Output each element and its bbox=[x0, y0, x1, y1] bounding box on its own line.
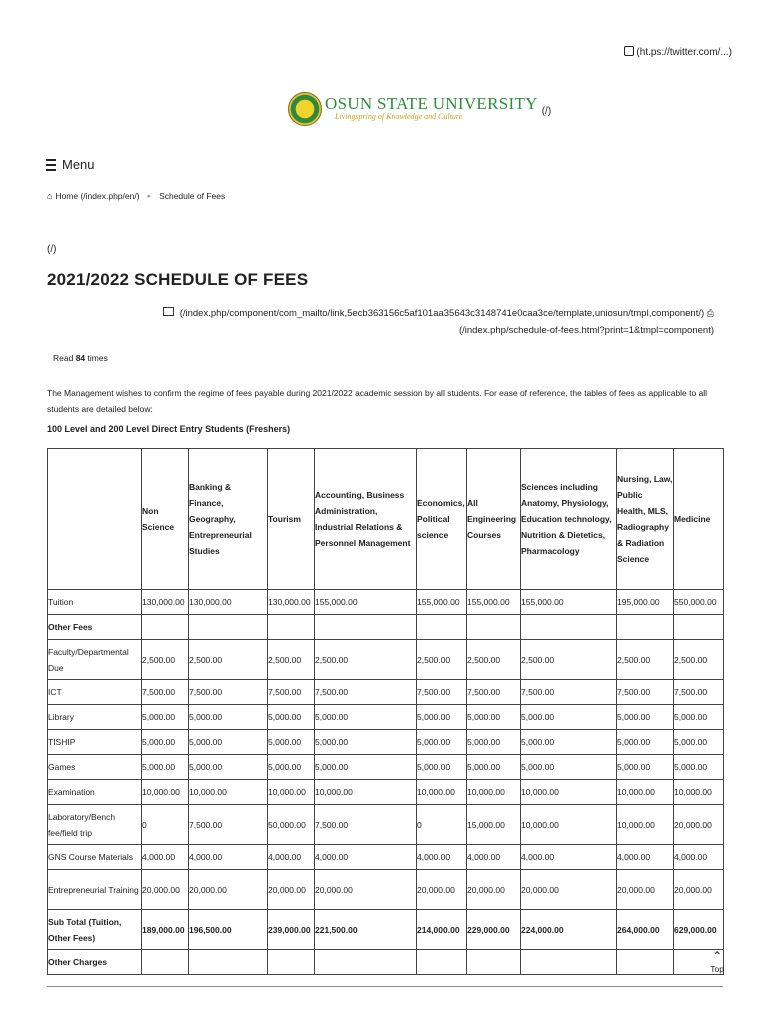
table-cell: 5,000.00 bbox=[268, 755, 315, 780]
row-label: Faculty/Departmental Due bbox=[48, 640, 142, 680]
table-cell: 20,000.00 bbox=[189, 870, 268, 910]
breadcrumb-current: Schedule of Fees bbox=[159, 191, 226, 201]
table-cell: 7,500.00 bbox=[189, 805, 268, 845]
table-cell: 224,000.00 bbox=[521, 910, 617, 950]
table-cell: 155,000.00 bbox=[417, 590, 467, 615]
table-cell: 195,000.00 bbox=[617, 590, 674, 615]
table-cell: 5,000.00 bbox=[142, 730, 189, 755]
table-cell bbox=[617, 615, 674, 640]
table-cell: 264,000.00 bbox=[617, 910, 674, 950]
row-label: ICT bbox=[48, 680, 142, 705]
table-cell: 7,500.00 bbox=[617, 680, 674, 705]
table-cell: 20,000.00 bbox=[674, 805, 724, 845]
row-label: Games bbox=[48, 755, 142, 780]
row-label: Entrepreneurial Training bbox=[48, 870, 142, 910]
breadcrumb-separator-icon: ▸ bbox=[147, 193, 152, 200]
table-cell: 4,000.00 bbox=[617, 845, 674, 870]
table-cell: 629,000.00 bbox=[674, 910, 724, 950]
home-link[interactable]: (/) bbox=[47, 244, 57, 255]
fees-table bbox=[47, 448, 724, 975]
row-label: GNS Course Materials bbox=[48, 845, 142, 870]
column-header: Banking & Finance, Geography, Entrepreneurial Studies bbox=[189, 449, 268, 590]
read-prefix: Read bbox=[53, 353, 74, 363]
table-cell bbox=[189, 950, 268, 975]
back-to-top-button[interactable] bbox=[710, 950, 724, 976]
table-cell: 4,000.00 bbox=[674, 845, 724, 870]
table-cell: 10,000.00 bbox=[467, 780, 521, 805]
table-cell: 5,000.00 bbox=[189, 705, 268, 730]
table-cell bbox=[417, 615, 467, 640]
print-link[interactable]: (/index.php/schedule-of-fees.html?print=1&tmpl=component) bbox=[458, 325, 714, 336]
table-cell: 10,000.00 bbox=[617, 805, 674, 845]
table-cell: 10,000.00 bbox=[521, 780, 617, 805]
social-links-bar[interactable] bbox=[624, 46, 732, 58]
table-row bbox=[48, 845, 724, 870]
table-cell: 5,000.00 bbox=[617, 730, 674, 755]
table-cell: 5,000.00 bbox=[521, 730, 617, 755]
table-cell: 7,500.00 bbox=[467, 680, 521, 705]
table-cell: 20,000.00 bbox=[617, 870, 674, 910]
table-cell: 4,000.00 bbox=[189, 845, 268, 870]
table-row bbox=[48, 615, 724, 640]
table-cell: 0 bbox=[417, 805, 467, 845]
table-cell: 5,000.00 bbox=[417, 730, 467, 755]
table-cell: 10,000.00 bbox=[674, 780, 724, 805]
column-header: Sciences including Anatomy, Physiology, Education technology, Nutrition & Dietetics, Pharmacology bbox=[521, 449, 617, 590]
table-cell: 5,000.00 bbox=[521, 705, 617, 730]
table-cell bbox=[142, 950, 189, 975]
email-icon[interactable] bbox=[163, 307, 174, 316]
table-row bbox=[48, 590, 724, 615]
table-cell: 20,000.00 bbox=[674, 870, 724, 910]
table-cell: 7,500.00 bbox=[315, 805, 417, 845]
logo-name: OSUN STATE UNIVERSITY bbox=[325, 94, 538, 113]
row-label: Library bbox=[48, 705, 142, 730]
table-header-row bbox=[48, 449, 724, 590]
table-cell: 189,000.00 bbox=[142, 910, 189, 950]
print-icon[interactable]: ⎙ bbox=[706, 308, 714, 318]
breadcrumb bbox=[47, 191, 225, 201]
column-header: Nursing, Law, Public Health, MLS, Radiography & Radiation Science bbox=[617, 449, 674, 590]
table-row bbox=[48, 705, 724, 730]
table-cell: 229,000.00 bbox=[467, 910, 521, 950]
table-cell: 5,000.00 bbox=[674, 705, 724, 730]
table-cell: 7,500.00 bbox=[417, 680, 467, 705]
table-row bbox=[48, 870, 724, 910]
table-cell: 10,000.00 bbox=[521, 805, 617, 845]
site-logo[interactable] bbox=[288, 92, 551, 126]
table-row bbox=[48, 680, 724, 705]
table-cell bbox=[315, 615, 417, 640]
table-cell: 4,000.00 bbox=[521, 845, 617, 870]
table-cell: 10,000.00 bbox=[142, 780, 189, 805]
table-cell bbox=[268, 615, 315, 640]
table-cell: 7,500.00 bbox=[521, 680, 617, 705]
table-cell: 5,000.00 bbox=[467, 755, 521, 780]
breadcrumb-home[interactable]: Home (/index.php/en/) bbox=[55, 191, 140, 201]
table-cell: 10,000.00 bbox=[617, 780, 674, 805]
table-cell: 130,000.00 bbox=[189, 590, 268, 615]
table-cell: 4,000.00 bbox=[142, 845, 189, 870]
table-cell: 5,000.00 bbox=[417, 705, 467, 730]
table-cell: 196,500.00 bbox=[189, 910, 268, 950]
table-cell: 2,500.00 bbox=[521, 640, 617, 680]
table-cell: 5,000.00 bbox=[268, 705, 315, 730]
table-cell: 5,000.00 bbox=[521, 755, 617, 780]
table-cell: 5,000.00 bbox=[189, 730, 268, 755]
table-cell bbox=[467, 615, 521, 640]
column-header: Medicine bbox=[674, 449, 724, 590]
table-cell: 5,000.00 bbox=[315, 730, 417, 755]
table-cell: 7,500.00 bbox=[674, 680, 724, 705]
table-cell: 5,000.00 bbox=[674, 755, 724, 780]
table-cell: 2,500.00 bbox=[617, 640, 674, 680]
column-header: Tourism bbox=[268, 449, 315, 590]
table-cell bbox=[617, 950, 674, 975]
menu-label: Menu bbox=[62, 157, 95, 172]
table-cell: 20,000.00 bbox=[142, 870, 189, 910]
column-header: Non Science bbox=[142, 449, 189, 590]
table-cell: 7,500.00 bbox=[189, 680, 268, 705]
table-cell: 5,000.00 bbox=[142, 705, 189, 730]
table-row bbox=[48, 910, 724, 950]
table-cell: 239,000.00 bbox=[268, 910, 315, 950]
table-cell: 5,000.00 bbox=[315, 705, 417, 730]
table-cell: 20,000.00 bbox=[315, 870, 417, 910]
table-cell bbox=[189, 615, 268, 640]
table-cell: 10,000.00 bbox=[417, 780, 467, 805]
table-row bbox=[48, 730, 724, 755]
table-cell: 5,000.00 bbox=[315, 755, 417, 780]
table-cell: 2,500.00 bbox=[268, 640, 315, 680]
table-cell: 20,000.00 bbox=[521, 870, 617, 910]
read-number: 84 bbox=[75, 353, 86, 363]
table-cell: 2,500.00 bbox=[189, 640, 268, 680]
table-cell: 20,000.00 bbox=[268, 870, 315, 910]
row-label: Tuition bbox=[48, 590, 142, 615]
table-cell: 15,000.00 bbox=[467, 805, 521, 845]
instagram-icon[interactable] bbox=[624, 46, 634, 56]
table-cell: 130,000.00 bbox=[268, 590, 315, 615]
divider bbox=[47, 986, 723, 987]
table-caption: 100 Level and 200 Level Direct Entry Students (Freshers) bbox=[47, 424, 291, 434]
row-label: Other Charges bbox=[48, 950, 142, 975]
table-cell: 155,000.00 bbox=[521, 590, 617, 615]
table-cell: 2,500.00 bbox=[315, 640, 417, 680]
table-cell: 4,000.00 bbox=[268, 845, 315, 870]
logo-link[interactable]: (/) bbox=[541, 105, 552, 117]
table-cell: 5,000.00 bbox=[142, 755, 189, 780]
table-cell: 5,000.00 bbox=[467, 705, 521, 730]
chevron-up-icon: ⌃ bbox=[712, 949, 723, 963]
column-header: All Engineering Courses bbox=[467, 449, 521, 590]
intro-paragraph: The Management wishes to confirm the regime of fees payable during 2021/2022 academic session by all students. For ease of reference, the tables of fees as applicable to all students are detailed below: bbox=[47, 388, 708, 414]
table-cell: 214,000.00 bbox=[417, 910, 467, 950]
table-cell: 5,000.00 bbox=[617, 755, 674, 780]
table-row bbox=[48, 640, 724, 680]
table-cell: 5,000.00 bbox=[268, 730, 315, 755]
article-tools bbox=[163, 305, 714, 339]
table-cell bbox=[315, 950, 417, 975]
table-row bbox=[48, 780, 724, 805]
table-cell: 130,000.00 bbox=[142, 590, 189, 615]
row-label: TISHIP bbox=[48, 730, 142, 755]
table-cell: 4,000.00 bbox=[315, 845, 417, 870]
social-links-text[interactable]: (ht.ps://twitter.com/...) bbox=[636, 47, 732, 58]
table-cell: 10,000.00 bbox=[315, 780, 417, 805]
table-cell: 5,000.00 bbox=[617, 705, 674, 730]
row-label: Laboratory/Bench fee/field trip bbox=[48, 805, 142, 845]
table-cell: 4,000.00 bbox=[417, 845, 467, 870]
email-link[interactable]: (/index.php/component/com_mailto/link,5ecb363156c5af101aa35643c3148741e0caa3ce/template,uniosun/tmpl,component/) bbox=[179, 308, 705, 319]
column-header: Accounting, Business Administration, Industrial Relations & Personnel Management bbox=[315, 449, 417, 590]
university-seal-icon bbox=[288, 92, 322, 126]
table-cell: 7,500.00 bbox=[142, 680, 189, 705]
table-cell: 20,000.00 bbox=[467, 870, 521, 910]
table-cell: 2,500.00 bbox=[467, 640, 521, 680]
table-cell bbox=[467, 950, 521, 975]
table-cell: 5,000.00 bbox=[674, 730, 724, 755]
back-to-top-label: Top bbox=[710, 964, 724, 974]
table-cell bbox=[521, 615, 617, 640]
home-icon: ⌂ bbox=[47, 191, 53, 201]
table-cell bbox=[674, 615, 724, 640]
page-title: 2021/2022 SCHEDULE OF FEES bbox=[47, 270, 309, 289]
row-label: Sub Total (Tuition, Other Fees) bbox=[48, 910, 142, 950]
table-cell bbox=[268, 950, 315, 975]
table-row bbox=[48, 805, 724, 845]
table-row bbox=[48, 755, 724, 780]
read-suffix: times bbox=[87, 353, 108, 363]
table-cell: 155,000.00 bbox=[315, 590, 417, 615]
table-cell: 20,000.00 bbox=[417, 870, 467, 910]
table-cell bbox=[521, 950, 617, 975]
column-header: Economics, Political science bbox=[417, 449, 467, 590]
menu-button[interactable] bbox=[46, 157, 95, 172]
table-row bbox=[48, 950, 724, 975]
row-label: Examination bbox=[48, 780, 142, 805]
hamburger-icon bbox=[46, 159, 56, 171]
table-cell: 155,000.00 bbox=[467, 590, 521, 615]
table-cell: 5,000.00 bbox=[467, 730, 521, 755]
column-header bbox=[48, 449, 142, 590]
table-cell: 550,000.00 bbox=[674, 590, 724, 615]
row-label: Other Fees bbox=[48, 615, 142, 640]
table-cell: 0 bbox=[142, 805, 189, 845]
table-cell bbox=[142, 615, 189, 640]
table-cell: 10,000.00 bbox=[268, 780, 315, 805]
table-cell: 5,000.00 bbox=[417, 755, 467, 780]
table-cell: 50,000.00 bbox=[268, 805, 315, 845]
table-cell: 221,500.00 bbox=[315, 910, 417, 950]
table-cell: 7,500.00 bbox=[315, 680, 417, 705]
table-cell: 2,500.00 bbox=[417, 640, 467, 680]
read-count bbox=[53, 353, 108, 363]
table-cell: 2,500.00 bbox=[674, 640, 724, 680]
table-cell: 5,000.00 bbox=[189, 755, 268, 780]
table-cell: 2,500.00 bbox=[142, 640, 189, 680]
table-cell: 4,000.00 bbox=[467, 845, 521, 870]
table-cell: 7,500.00 bbox=[268, 680, 315, 705]
logo-tagline: Livingspring of Knowledge and Culture bbox=[335, 112, 463, 121]
table-cell bbox=[417, 950, 467, 975]
table-cell: 10,000.00 bbox=[189, 780, 268, 805]
